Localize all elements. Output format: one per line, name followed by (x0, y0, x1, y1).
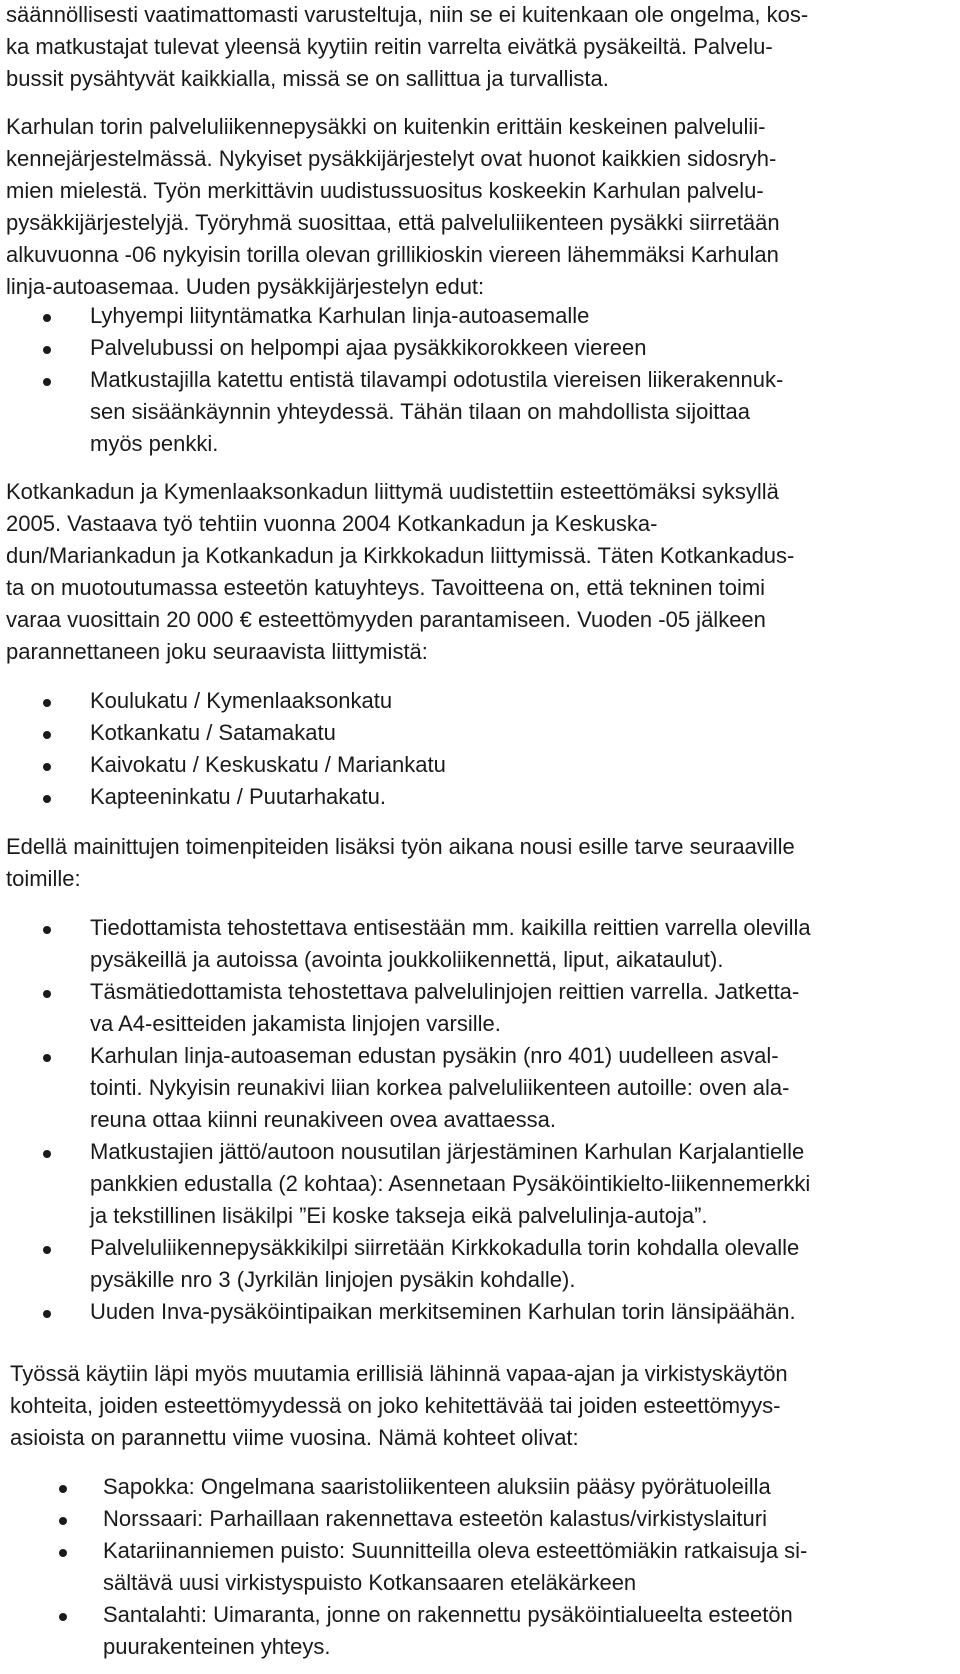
text-line: kohteita, joiden esteettömyydessä on joko kehitettävää tai joiden esteettömyys- (10, 1393, 781, 1418)
list-item-line: Matkustajilla katettu entistä tilavampi odotustila viereisen liikerakennuk- (90, 367, 784, 392)
text-line: bussit pysähtyvät kaikkialla, missä se on sallittua ja turvallista. (6, 66, 609, 91)
text-line: ta on muotoutumassa esteetön katuyhteys. Tavoitteena on, että tekninen toimi (6, 575, 766, 600)
bullet-icon (43, 1150, 51, 1158)
list-item-line: Kapteeninkatu / Puutarhakatu. (90, 784, 386, 809)
list-item-line: Uuden Inva-pysäköintipaikan merkitseminen Karhulan torin länsipäähän. (90, 1299, 796, 1324)
text-line: Karhulan torin palveluliikennepysäkki on kuitenkin erittäin keskeinen palvelulii- (6, 114, 766, 139)
list-item-line: myös penkki. (90, 431, 219, 456)
text-line: Työssä käytiin läpi myös muutamia erillisiä lähinnä vapaa-ajan ja virkistyskäytön (10, 1361, 788, 1386)
list-item-line: sen sisäänkäynnin yhteydessä. Tähän tilaan on mahdollista sijoittaa (90, 399, 750, 424)
bullet-icon (43, 346, 51, 354)
list-item-line: Täsmätiedottamista tehostettava palvelulinjojen reittien varrella. Jatketta- (90, 979, 800, 1004)
text-line: parannettaneen joku seuraavista liittymistä: (6, 639, 428, 664)
list-item-line: tointi. Nykyisin reunakivi liian korkea palveluliikenteen autoille: oven ala- (90, 1075, 790, 1100)
list-item-line: Norssaari: Parhaillaan rakennettava esteetön kalastus/virkistyslaituri (103, 1506, 767, 1531)
list-item-line: va A4-esitteiden jakamista linjojen varsille. (90, 1011, 501, 1036)
bullet-icon (43, 314, 51, 322)
text-line: Kotkankadun ja Kymenlaaksonkadun liittymä uudistettiin esteettömäksi syksyllä (6, 479, 779, 504)
bullet-icon (43, 378, 51, 386)
list-item-line: Palvelubussi on helpompi ajaa pysäkkikorokkeen viereen (90, 335, 647, 360)
text-line: varaa vuosittain 20 000 € esteettömyyden parantamiseen. Vuoden -05 jälkeen (6, 607, 766, 632)
list-item-line: pysäkeillä ja autoissa (avointa joukkoliikennettä, liput, aikataulut). (90, 947, 724, 972)
text-line: 2005. Vastaava työ tehtiin vuonna 2004 Kotkankadun ja Keskuska- (6, 511, 658, 536)
bullet-icon (43, 795, 51, 803)
bullet-icon (59, 1549, 67, 1557)
bullet-icon (43, 926, 51, 934)
list-item-line: Lyhyempi liityntämatka Karhulan linja-autoasemalle (90, 303, 590, 328)
list-item-line: reuna ottaa kiinni reunakiveen ovea avattaessa. (90, 1107, 556, 1132)
text-line: ka matkustajat tulevat yleensä kyytiin reitin varrelta eivätkä pysäkeiltä. Palvelu- (6, 34, 773, 59)
text-line: Edellä mainittujen toimenpiteiden lisäksi työn aikana nousi esille tarve seuraaville (6, 834, 795, 859)
list-item-line: puurakenteinen yhteys. (103, 1634, 331, 1659)
text-line: pysäkkijärjestelyjä. Työryhmä suosittaa, että palveluliikenteen pysäkki siirretään (6, 210, 780, 235)
text-line: dun/Mariankadun ja Kotkankadun ja Kirkkokadun liittymissä. Täten Kotkankadus- (6, 543, 795, 568)
bullet-icon (43, 1310, 51, 1318)
bullet-icon (43, 1054, 51, 1062)
text-line: linja-autoasemaa. Uuden pysäkkijärjestelyn edut: (6, 274, 485, 299)
list-item-line: Karhulan linja-autoaseman edustan pysäkin (nro 401) uudelleen asval- (90, 1043, 779, 1068)
list-item-line: Matkustajien jättö/autoon nousutilan järjestäminen Karhulan Karjalantielle (90, 1139, 805, 1164)
list-item-line: Koulukatu / Kymenlaaksonkatu (90, 688, 393, 713)
bullet-icon (59, 1517, 67, 1525)
bullet-icon (43, 731, 51, 739)
text-line: säännöllisesti vaatimattomasti varusteltuja, niin se ei kuitenkaan ole ongelma, kos- (6, 2, 809, 27)
list-item-line: ja tekstillinen lisäkilpi ”Ei koske takseja eikä palvelulinja-autoja”. (90, 1203, 708, 1228)
bullet-icon (43, 1246, 51, 1254)
bullet-icon (43, 699, 51, 707)
text-line: alkuvuonna -06 nykyisin torilla olevan grillikioskin viereen lähemmäksi Karhulan (6, 242, 779, 267)
list-item-line: pankkien edustalla (2 kohtaa): Asennetaan Pysäköintikielto-liikennemerkki (90, 1171, 811, 1196)
list-item-line: Kotkankatu / Satamakatu (90, 720, 336, 745)
list-item-line: Sapokka: Ongelmana saaristoliikenteen aluksiin pääsy pyörätuoleilla (103, 1474, 771, 1499)
list-item-line: sältävä uusi virkistyspuisto Kotkansaaren eteläkärkeen (103, 1570, 637, 1595)
text-line: kennejärjestelmässä. Nykyiset pysäkkijärjestelyt ovat huonot kaikkien sidosryh- (6, 146, 777, 171)
list-item-line: Santalahti: Uimaranta, jonne on rakennettu pysäköintialueelta esteetön (103, 1602, 793, 1627)
list-item-line: Kaivokatu / Keskuskatu / Mariankatu (90, 752, 446, 777)
bullet-icon (43, 990, 51, 998)
list-item-line: pysäkille nro 3 (Jyrkilän linjojen pysäkin kohdalle). (90, 1267, 576, 1292)
bullet-icon (59, 1485, 67, 1493)
list-item-line: Palveluliikennepysäkkikilpi siirretään Kirkkokadulla torin kohdalla olevalle (90, 1235, 800, 1260)
bullet-icon (43, 763, 51, 771)
list-item-line: Katariinanniemen puisto: Suunnitteilla oleva esteettömiäkin ratkaisuja si- (103, 1538, 808, 1563)
text-line: toimille: (6, 866, 81, 891)
text-line: asioista on parannettu viime vuosina. Nämä kohteet olivat: (10, 1425, 579, 1450)
bullet-icon (59, 1613, 67, 1621)
list-item-line: Tiedottamista tehostettava entisestään mm. kaikilla reittien varrella olevilla (90, 915, 811, 940)
text-line: mien mielestä. Työn merkittävin uudistussuositus koskeekin Karhulan palvelu- (6, 178, 764, 203)
